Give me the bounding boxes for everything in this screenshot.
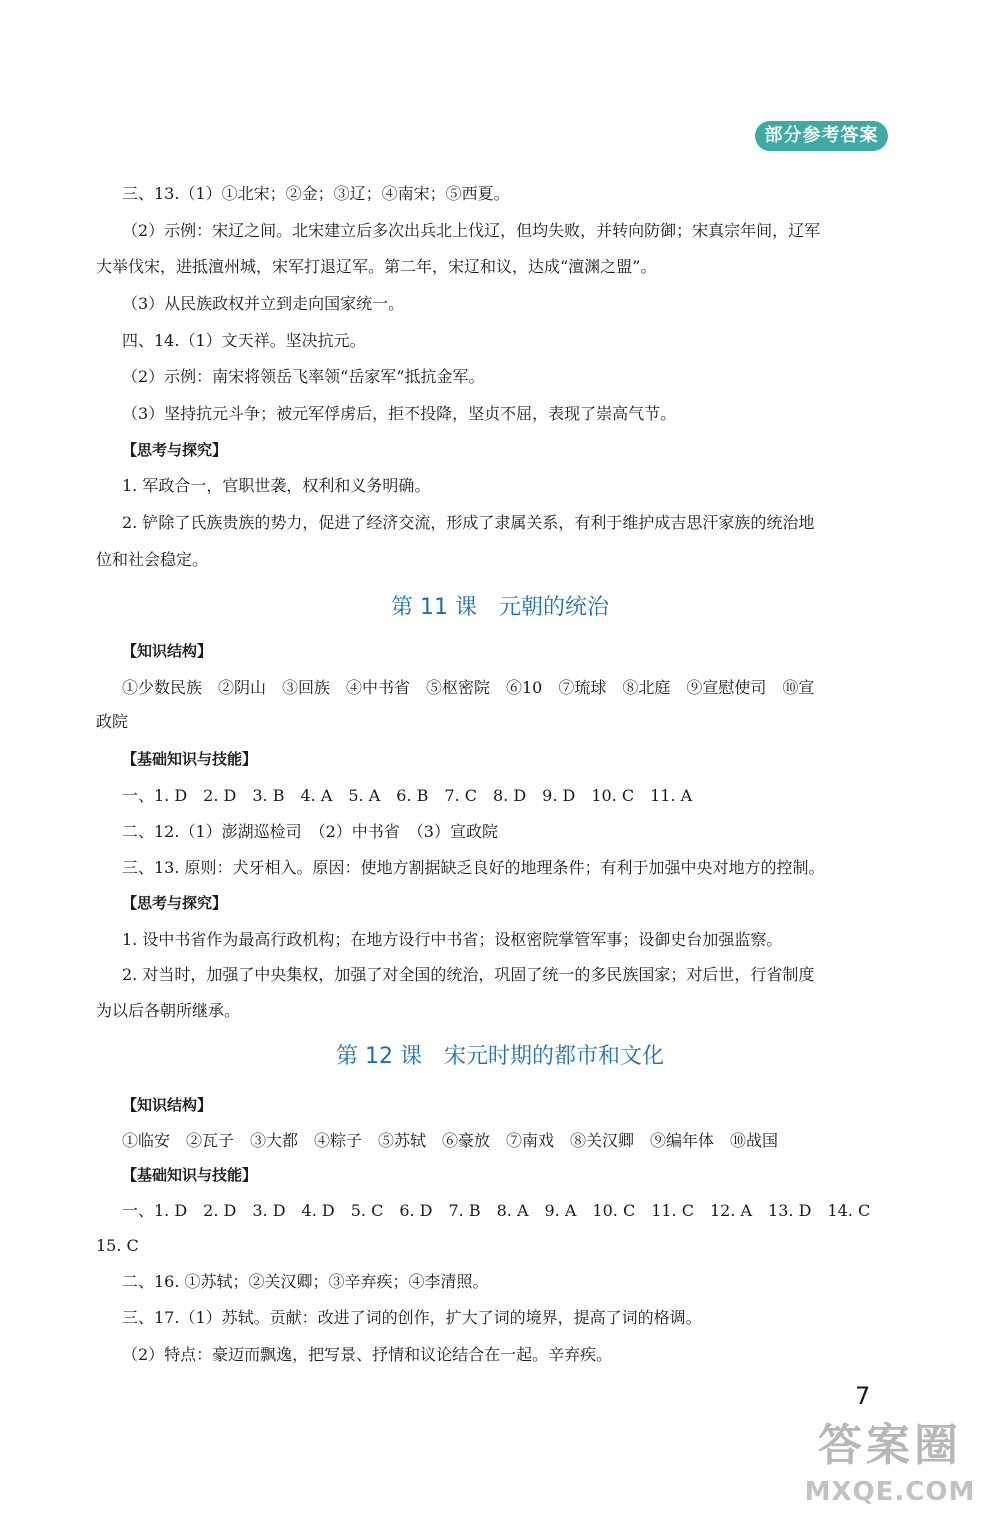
answer-line: 2. 铲除了氏族贵族的势力，促进了经济交流，形成了隶属关系，有利于维护成吉思汗家族的统治地 — [122, 513, 815, 532]
watermark-title: 答案圈 — [818, 1420, 962, 1471]
answer-line: 政院 — [96, 712, 129, 731]
section-heading: 【基础知识与技能】 — [122, 750, 258, 768]
answer-line: 四、14.（1）文天祥。坚决抗元。 — [122, 331, 366, 350]
answer-line: 三、13. 原则：犬牙相入。原因：使地方割据缺乏良好的地理条件；有利于加强中央对地方的控制。 — [122, 858, 825, 877]
answer-line: ①少数民族 ②阴山 ③回族 ④中书省 ⑤枢密院 ⑥10 ⑦琉球 ⑧北庭 ⑨宣慰使司 ⑩宣 — [122, 678, 815, 697]
answer-line: 2. 对当时，加强了中央集权，加强了对全国的统治，巩固了统一的多民族国家；对后世，行省制度 — [122, 965, 815, 984]
answer-line: 一、1. D 2. D 3. D 4. D 5. C 6. D 7. B 8. A 9. A 10. C 11. C 12. A 13. D 14. C — [122, 1201, 871, 1220]
section-heading: 【知识结构】 — [122, 642, 213, 660]
section-heading: 【思考与探究】 — [122, 894, 228, 912]
answer-line: 1. 军政合一，官职世袭，权利和义务明确。 — [122, 476, 431, 495]
answer-line: 为以后各朝所继承。 — [96, 1001, 241, 1020]
answer-line: （2）示例：宋辽之间。北宋建立后多次出兵北上伐辽，但均失败，并转向防御；宋真宗年间，辽军 — [122, 221, 821, 240]
answer-line: ①临安 ②瓦子 ③大都 ④粽子 ⑤苏轼 ⑥豪放 ⑦南戏 ⑧关汉卿 ⑨编年体 ⑩战国 — [122, 1131, 779, 1150]
answer-line: 位和社会稳定。 — [96, 550, 209, 569]
answer-line: （3）坚持抗元斗争；被元军俘虏后，拒不投降，坚贞不屈，表现了崇高气节。 — [122, 404, 677, 423]
section-badge: 部分参考答案 — [755, 121, 888, 151]
section-heading: 【思考与探究】 — [122, 441, 228, 459]
answer-line: 三、13.（1）①北宋；②金；③辽；④南宋；⑤西夏。 — [122, 184, 510, 203]
page-number: 7 — [855, 1382, 871, 1410]
watermark-logo — [790, 1418, 990, 1518]
lesson-title: 第 12 课 宋元时期的都市和文化 — [336, 1044, 664, 1069]
watermark-url: MXQE.COM — [804, 1477, 976, 1507]
answer-line: （3）从民族政权并立到走向国家统一。 — [122, 294, 405, 313]
section-heading: 【基础知识与技能】 — [122, 1166, 258, 1184]
lesson-title: 第 11 课 元朝的统治 — [391, 595, 609, 620]
answer-line: 三、17.（1）苏轼。贡献：改进了词的创作，扩大了词的境界，提高了词的格调。 — [122, 1308, 702, 1327]
answer-line: 1. 设中书省作为最高行政机构；在地方设行中书省；设枢密院掌管军事；设御史台加强监察。 — [122, 930, 783, 949]
answer-line: 一、1. D 2. D 3. B 4. A 5. A 6. B 7. C 8. D 9. D 10. C 11. A — [122, 786, 693, 805]
answer-line: 15. C — [96, 1236, 139, 1255]
answer-line: （2）特点：豪迈而飘逸，把写景、抒情和议论结合在一起。辛弃疾。 — [122, 1345, 613, 1364]
answer-line: 大举伐宋，进抵澶州城，宋军打退辽军。第二年，宋辽和议，达成“澶渊之盟”。 — [96, 257, 657, 276]
section-heading: 【知识结构】 — [122, 1096, 213, 1114]
answer-line: 二、16. ①苏轼；②关汉卿；③辛弃疾；④李清照。 — [122, 1272, 489, 1291]
answer-line: （2）示例：南宋将领岳飞率领“岳家军”抵抗金军。 — [122, 367, 485, 386]
answer-line: 二、12.（1）澎湖巡检司 （2）中书省 （3）宣政院 — [122, 822, 498, 841]
